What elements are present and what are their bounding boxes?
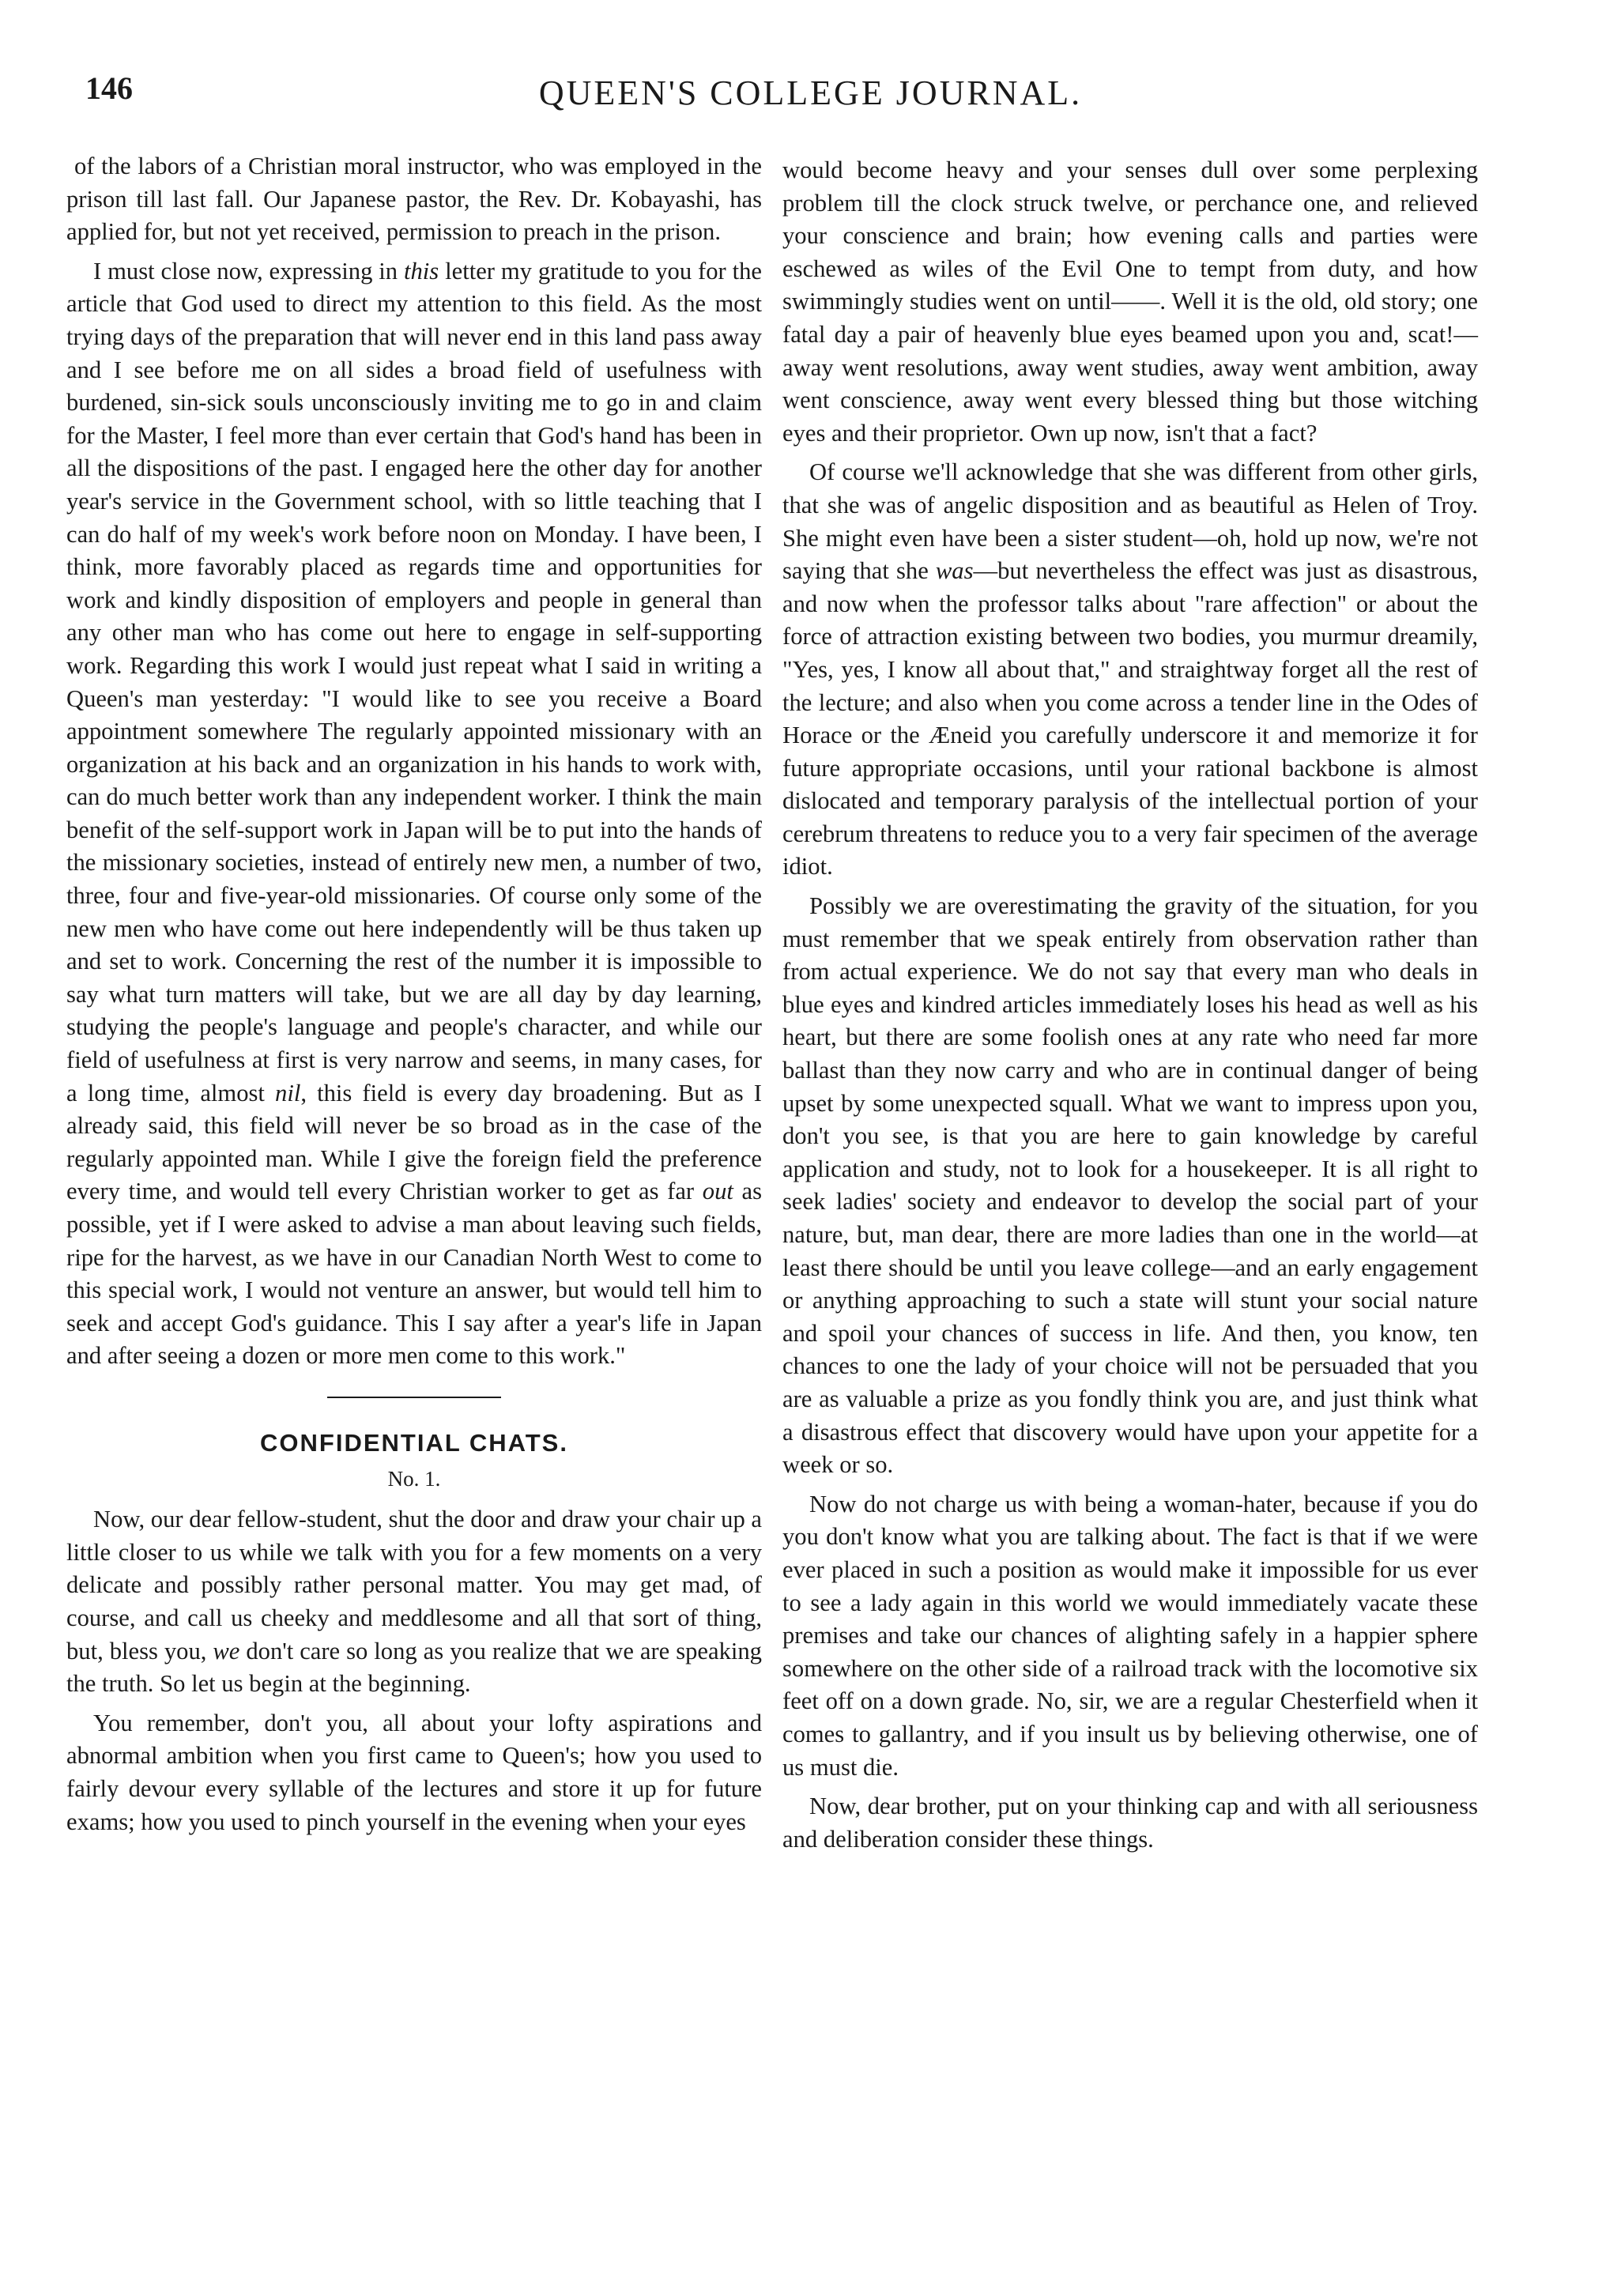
- left-p4-text: You remember, don't you, all about your lofty aspirations and abnormal ambition when you first came to Queen's; how you used to fairly devour every syllable of the lectures and store it up for future exams; how you used to pinch yourself in the evening when your eyes: [66, 1709, 762, 1835]
- section-title: CONFIDENTIAL CHATS.: [260, 1428, 568, 1457]
- left-paragraph-3: [66, 1503, 762, 1701]
- left-p3-text-a: Now, our dear fellow-student, shut the door and draw your chair up a little closer to us while we talk with you for a few moments on a very delicate and possibly rather personal matter. You may get mad, of course, and call us cheeky and meddlesome and all that sort of thing, but, bless you,: [66, 1506, 762, 1665]
- section-number: No. 1.: [387, 1466, 441, 1491]
- left-p2-emphasis-3: out: [702, 1178, 733, 1205]
- left-p2-text-b: letter my gratitude to you for the article that God used to direct my attention to this field. As the most trying days of the preparation that will never end in this land pass away and I see before me on all sides a broad field of usefulness with burdened, sin-sick souls unconsciously inviting me to go in and claim for the Master, I feel more than ever certain that God's hand has been in all the dispositions of the past. I engaged here the other day for another year's service in the Government school, with so little teaching that I can do half of my week's work before noon on Monday. I have been, I think, more favorably placed as regards time and opportunities for work and kindly disposition of employers and people in general than any other man who has come out here to engage in self-supporting work. Regarding this work I would just repeat what I said in writing a Queen's man yesterday: "I would like to see you receive a Board appointment somewhere The regularly appointed missionary with an organization at his back and an organization in his hands to work with, can do much better work than any independent worker. I think the main benefit of the self-support work in Japan will be to put into the hands of the missionary societies, instead of entirely new men, a number of two, three, four and five-year-old missionaries. Of course only some of the new men who have come out here independently will be thus taken up and set to work. Concerning the rest of the number it is impossible to say what turn matters will take, but we are all day by day learning, studying the people's language and people's character, and while our field of usefulness at first is very narrow and seems, in many cases, for a long time, almost: [66, 257, 763, 1107]
- right-p1-text: would become heavy and your senses dull over some perplexing problem till the clock struck twelve, or perchance one, and relieved your conscience and brain; how evening calls and parties were eschewed as wiles of the Evil One to tempt from duty, and how swimmingly studies went on until——. Well it is the old, old story; one fatal day a pair of heavenly blue eyes beamed upon you and, scat!—away went resolutions, away went studies, away went ambition, away went conscience, away went every blessed thing but those witching eyes and their proprietor. Own up now, isn't that a fact?: [782, 156, 1478, 447]
- right-p4-text: Now do not charge us with being a woman-hater, because if you do you don't know what you are talking about. The fact is that if we were ever placed in such a position as would make it impossible for us ever to see a lady again in this world we would immediately vacate these premises and take our chances of alighting safely in a happier sphere somewhere on the other side of a railroad track with the locomotive six feet off on a down grade. No, sir, we are a regular Chesterfield when it comes to gallantry, and if you insult us by believing otherwise, one of us must die.: [782, 1490, 1478, 1781]
- left-p2-text-d: as possible, yet if I were asked to advise a man about leaving such fields, ripe for the harvest, as we have in our Canadian North West to come to this special work, I would not venture an answer, but would tell him to seek and accept God's guidance. This I say after a year's life in Japan and after seeing a dozen or more men come to this work.": [66, 1178, 762, 1370]
- left-p2-emphasis-1: this: [404, 257, 439, 285]
- section-divider: [327, 1397, 501, 1398]
- left-column: [66, 150, 762, 1845]
- left-p2-emphasis-2: nil: [275, 1079, 301, 1107]
- right-column: [782, 154, 1478, 1862]
- left-paragraph-2: [66, 255, 762, 1373]
- right-paragraph-3: [782, 890, 1478, 1482]
- left-p2-text-a: I must close now, expressing in: [93, 257, 405, 285]
- left-paragraph-4: [66, 1707, 762, 1838]
- right-paragraph-5: [782, 1790, 1478, 1856]
- right-paragraph-1: [782, 154, 1478, 450]
- right-p3-text: Possibly we are overestimating the gravity of the situation, for you must remember that we speak entirely from observation rather than from actual experience. We do not say that every man who deals in blue eyes and kindred articles immediately loses his head as well as his heart, but there are some foolish ones at any rate who need far more ballast than they now carry and who are in continual danger of being upset by some unexpected squall. What we want to impress upon you, don't you see, is that you are here to gain knowledge by careful application and study, not to look for a housekeeper. It is all right to seek ladies' society and endeavor to develop the social part of your nature, but, man dear, there are more ladies than one in the world—at least there should be until you leave college—and an early engagement or anything approaching to such a state will stunt your social nature and spoil your chances of success in life. And then, you know, ten chances to one the lady of your choice will not be persuaded that you are as valuable a prize as you fondly think you are, and just think what a disastrous effect that discovery would have upon your appetite for a week or so.: [782, 892, 1478, 1479]
- left-p2-text-c: , this field is every day broadening. But as I already said, this field will never be so broad as in the case of the regularly appointed man. While I give the foreign field the preference every time, and would tell every Christian worker to get as far: [66, 1079, 762, 1205]
- right-p5-text: Now, dear brother, put on your thinking cap and with all seriousness and deliberation consider these things.: [782, 1793, 1478, 1853]
- journal-title: QUEEN'S COLLEGE JOURNAL.: [538, 74, 1083, 112]
- right-paragraph-4: [782, 1488, 1478, 1784]
- right-p2-text-a: Of course we'll acknowledge that she was different from other girls, that she was of angelic disposition and as beautiful as Helen of Troy. She might even have been a sister student—oh, hold up now, we're not saying that she: [782, 458, 1478, 585]
- left-p3-text-b: don't care so long as you realize that we are speaking the truth. So let us begin at the beginning.: [66, 1637, 762, 1698]
- right-p2-emphasis: was: [935, 557, 974, 585]
- right-p2-text-b: —but nevertheless the effect was just as disastrous, and now when the professor talks about "rare affection" or about the force of attraction existing between two bodies, you murmur dreamily, "Yes, yes, I know all about that," and straightway forget all the rest of the lecture; and also when you come across a tender line in the Odes of Horace or the Æneid you carefully underscore it and memorize it for future appropriate occasions, until your rational backbone is almost dislocated and temporary paralysis of the intellectual portion of your cerebrum threatens to reduce you to a very fair specimen of the average idiot.: [782, 557, 1478, 880]
- left-p3-emphasis: we: [213, 1637, 240, 1665]
- right-paragraph-2: [782, 456, 1478, 884]
- page-number: 146: [85, 70, 133, 106]
- left-paragraph-1: [66, 150, 762, 249]
- left-p1-text: of the labors of a Christian moral instructor, who was employed in the prison till last fall. Our Japanese pastor, the Rev. Dr. Kobayashi, has applied for, but not yet received, permission to preach in the prison.: [66, 153, 762, 246]
